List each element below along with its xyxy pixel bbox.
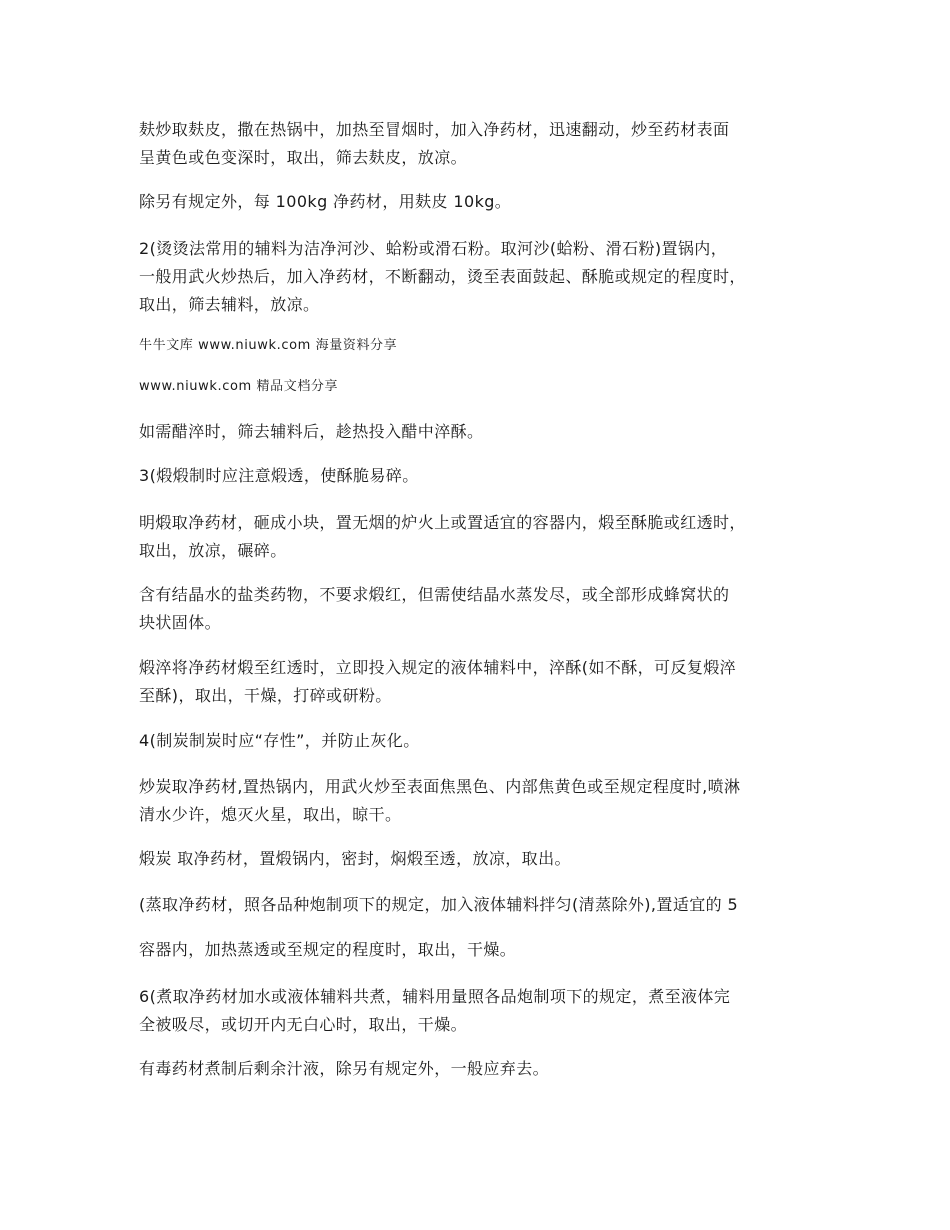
text-line: 6(煮取净药材加水或液体辅料共煮，辅料用量照各品炮制项下的规定，煮至液体完 (139, 987, 731, 1006)
text-line: 牛牛文库 www.niuwk.com 海量资料分享 (139, 338, 398, 353)
paragraph-toxic-residue (139, 1055, 819, 1083)
text-line: 煅淬将净药材煅至红透时，立即投入规定的液体辅料中，淬酥(如不酥，可反复煅淬 (139, 658, 737, 677)
text-line: 2(烫烫法常用的辅料为洁净河沙、蛤粉或滑石粉。取河沙(蛤粉、滑石粉)置锅内， (139, 239, 728, 258)
paragraph-calcine-carbonizing (139, 845, 819, 873)
text-line: 块状固体。 (139, 613, 222, 632)
text-line: 清水少许，熄灭火星，取出，晾干。 (139, 805, 402, 824)
text-line: 明煅取净药材，砸成小块，置无烟的炉火上或置适宜的容器内，煅至酥脆或红透时， (139, 513, 746, 532)
paragraph-steaming (139, 891, 819, 919)
text-line: 容器内，加热蒸透或至规定的程度时，取出，干燥。 (139, 940, 517, 959)
text-line: 如需醋淬时，筛去辅料后，趁热投入醋中淬酥。 (139, 422, 484, 441)
text-line: 取出，放凉，碾碎。 (139, 541, 287, 560)
text-line: 煅炭 取净药材，置煅锅内，密封，焖煅至透，放凉，取出。 (139, 849, 571, 868)
paragraph-bran-amount (139, 188, 819, 216)
paragraph-fry-carbonizing (139, 773, 819, 829)
paragraph-bran-frying (139, 116, 819, 172)
text-line: 取出，筛去辅料，放凉。 (139, 295, 320, 314)
text-line: www.niuwk.com 精品文档分享 (139, 379, 339, 394)
text-line: 至酥)，取出，干燥，打碎或研粉。 (139, 686, 392, 705)
watermark-line-1 (139, 336, 819, 356)
text-line: 含有结晶水的盐类药物，不要求煅红，但需使结晶水蒸发尽，或全部形成蜂窝状的 (139, 585, 730, 604)
text-line: 有毒药材煮制后剩余汁液，除另有规定外，一般应弃去。 (139, 1059, 550, 1078)
paragraph-crystal-salts (139, 581, 819, 637)
paragraph-vinegar-quench (139, 418, 819, 446)
paragraph-boiling (139, 983, 819, 1039)
paragraph-scalding (139, 235, 819, 319)
paragraph-steaming-cont (139, 936, 819, 964)
text-line: 麸炒取麸皮，撒在热锅中，加热至冒烟时，加入净药材，迅速翻动，炒至药材表面 (139, 120, 730, 139)
text-line: (蒸取净药材，照各品种炮制项下的规定，加入液体辅料拌匀(清蒸除外),置适宜的 5 (139, 895, 739, 914)
text-line: 全被吸尽，或切开内无白心时，取出，干燥。 (139, 1015, 468, 1034)
paragraph-calcine-quench (139, 654, 819, 710)
text-line: 呈黄色或色变深时，取出，筛去麸皮，放凉。 (139, 148, 468, 167)
text-line: 炒炭取净药材,置热锅内，用武火炒至表面焦黑色、内部焦黄色或至规定程度时,喷淋 (139, 777, 741, 796)
text-line: 一般用武火炒热后，加入净药材，不断翻动，烫至表面鼓起、酥脆或规定的程度时， (139, 267, 746, 286)
text-line: 4(制炭制炭时应“存性”，并防止灰化。 (139, 731, 420, 750)
text-line: 3(煅煅制时应注意煅透，使酥脆易碎。 (139, 466, 419, 485)
paragraph-calcining-heading (139, 462, 819, 490)
text-line: 除另有规定外，每 100kg 净药材，用麸皮 10kg。 (139, 192, 512, 211)
paragraph-carbonizing-heading (139, 727, 819, 755)
watermark-line-2 (139, 377, 819, 397)
paragraph-open-calcining (139, 509, 819, 565)
